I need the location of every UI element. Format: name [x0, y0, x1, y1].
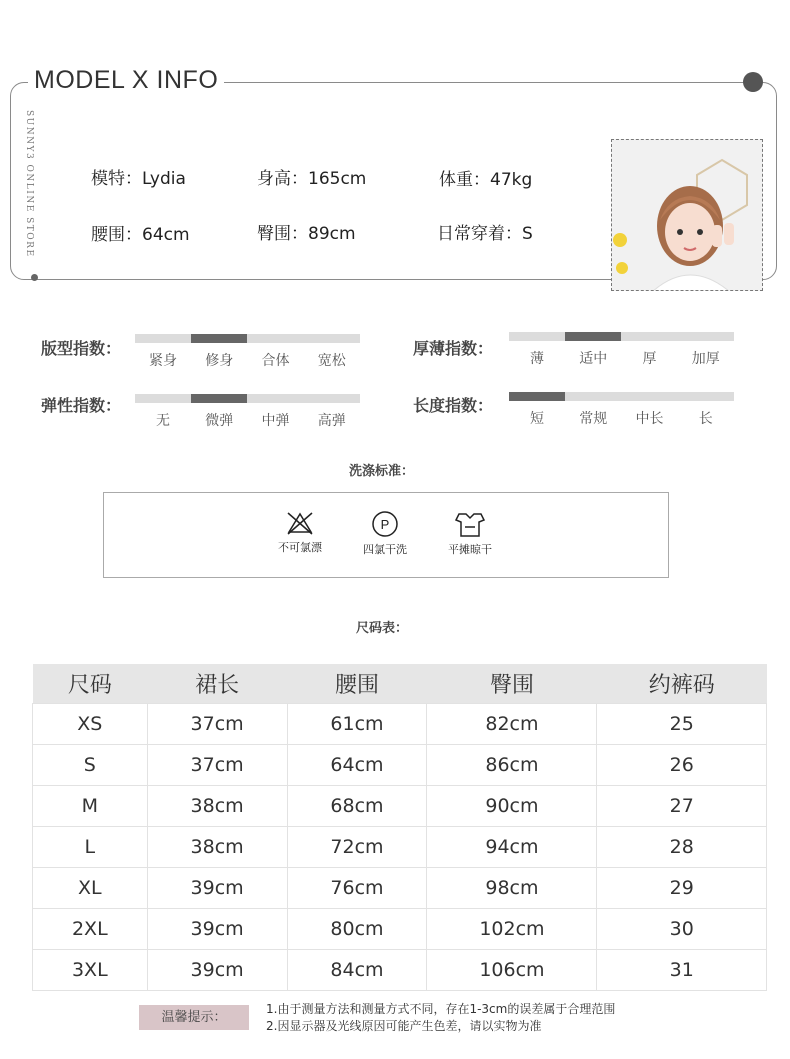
index-option: 薄 [530, 351, 544, 367]
table-cell: XL [33, 868, 148, 909]
table-cell: 98cm [427, 868, 597, 909]
table-cell: M [33, 786, 148, 827]
index-option: 适中 [579, 351, 608, 367]
column-header: 尺码 [33, 664, 148, 704]
index-bar-fill [191, 394, 247, 403]
index-bar-fill [191, 334, 247, 343]
table-row [33, 745, 767, 786]
tip-line-2: 2.因显示器及光线原因可能产生色差，请以实物为准 [266, 1019, 542, 1033]
index-option: 长 [698, 411, 713, 427]
index-option: 无 [156, 413, 170, 429]
tip-line-1: 1.由于测量方法和测量方式不同，存在1-3cm的误差属于合理范围 [266, 1002, 616, 1016]
index-bar-fill [565, 332, 621, 341]
model-height: 身高：165cm [257, 169, 367, 189]
table-cell: 28 [597, 827, 767, 868]
table-cell: 39cm [147, 909, 287, 950]
table-cell: 39cm [147, 950, 287, 991]
tip-badge: 温馨提示： [139, 1005, 249, 1030]
index-bar [135, 334, 360, 343]
index-option: 高弹 [317, 413, 346, 429]
care-item-flat-dry [440, 510, 500, 557]
care-label: 平摊晾干 [448, 543, 492, 556]
table-header-row [33, 664, 767, 704]
table-cell: 38cm [147, 786, 287, 827]
size-table-title: 尺码表： [356, 621, 409, 636]
table-cell: 94cm [427, 827, 597, 868]
table-cell: 106cm [427, 950, 597, 991]
table-cell: 27 [597, 786, 767, 827]
table-cell: 3XL [33, 950, 148, 991]
decorative-dot [743, 72, 763, 92]
table-cell: 80cm [287, 909, 427, 950]
table-row [33, 909, 767, 950]
model-portrait-illustration [612, 140, 763, 291]
index-option: 短 [530, 411, 544, 427]
index-bar [509, 392, 734, 401]
index-option: 中弹 [261, 413, 290, 429]
care-item-no-bleach [270, 510, 330, 555]
care-item-dry-clean [355, 510, 415, 557]
store-vertical-text: SUNNY3 ONLINE STORE [24, 110, 34, 258]
table-cell: 26 [597, 745, 767, 786]
no-bleach-icon [285, 510, 315, 536]
table-cell: 90cm [427, 786, 597, 827]
index-option: 常规 [579, 411, 608, 427]
table-cell: 76cm [287, 868, 427, 909]
table-cell: 102cm [427, 909, 597, 950]
model-waist: 腰围：64cm [91, 225, 190, 245]
table-row [33, 786, 767, 827]
model-size: 日常穿着：S [437, 224, 533, 244]
table-cell: 37cm [147, 745, 287, 786]
column-header: 约裤码 [597, 664, 767, 704]
model-name: 模特：Lydia [91, 169, 186, 189]
table-row [33, 868, 767, 909]
table-cell: 68cm [287, 786, 427, 827]
index-bar [135, 394, 360, 403]
column-header: 腰围 [287, 664, 427, 704]
index-label: 弹性指数： [41, 396, 122, 415]
decorative-dot-small [31, 274, 38, 281]
index-option: 微弹 [205, 413, 234, 429]
index-bar [509, 332, 734, 341]
table-cell: 31 [597, 950, 767, 991]
table-row [33, 827, 767, 868]
svg-text:P: P [380, 517, 390, 532]
model-hip: 臀围：89cm [257, 224, 356, 244]
dry-clean-p-icon [370, 510, 400, 538]
table-cell: 25 [597, 704, 767, 745]
index-option: 厚 [642, 351, 657, 367]
model-photo [611, 139, 763, 291]
index-label: 版型指数： [41, 339, 122, 358]
table-cell: 29 [597, 868, 767, 909]
column-header: 臀围 [427, 664, 597, 704]
table-cell: 84cm [287, 950, 427, 991]
table-cell: 30 [597, 909, 767, 950]
table-row [33, 704, 767, 745]
size-table [32, 664, 767, 991]
table-cell: L [33, 827, 148, 868]
index-option: 加厚 [691, 351, 720, 367]
table-cell: 64cm [287, 745, 427, 786]
index-option: 紧身 [149, 353, 177, 369]
page-title: MODEL X INFO [28, 66, 224, 95]
table-cell: S [33, 745, 148, 786]
flat-dry-icon [453, 510, 487, 538]
table-cell: 37cm [147, 704, 287, 745]
table-cell: 86cm [427, 745, 597, 786]
index-option: 中长 [635, 411, 664, 427]
column-header: 裙长 [147, 664, 287, 704]
table-cell: 61cm [287, 704, 427, 745]
index-bar-fill [509, 392, 565, 401]
care-section-title: 洗涤标准： [349, 464, 415, 479]
table-cell: 39cm [147, 868, 287, 909]
table-cell: 72cm [287, 827, 427, 868]
table-cell: 82cm [427, 704, 597, 745]
index-option: 合体 [261, 353, 290, 369]
index-option: 修身 [205, 353, 234, 369]
table-row [33, 950, 767, 991]
care-label: 不可氯漂 [278, 541, 322, 554]
model-weight: 体重：47kg [439, 170, 533, 190]
table-cell: XS [33, 704, 148, 745]
table-cell: 38cm [147, 827, 287, 868]
index-label: 厚薄指数： [413, 339, 494, 358]
table-cell: 2XL [33, 909, 148, 950]
index-label: 长度指数： [413, 396, 494, 415]
care-label: 四氯干洗 [363, 543, 407, 556]
index-option: 宽松 [317, 353, 346, 369]
